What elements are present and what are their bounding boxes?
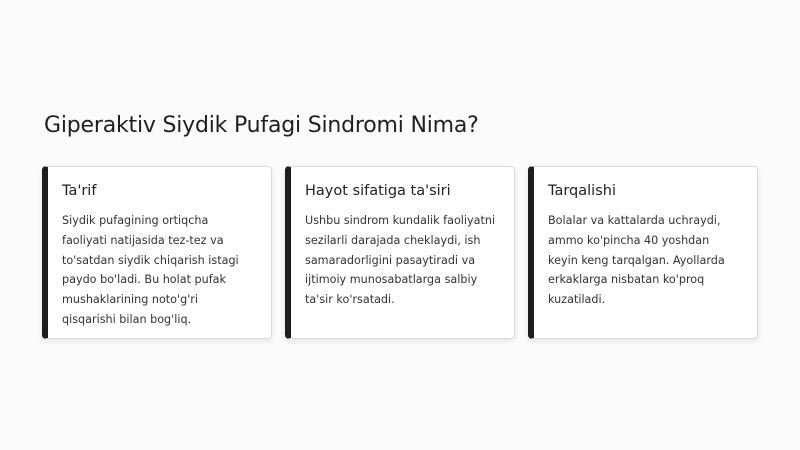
card-title: Hayot sifatiga ta'siri — [305, 183, 451, 199]
card-text-line: Siydik pufagining ortiqcha — [62, 214, 209, 227]
card-text-line: paydo bo'ladi. Bu holat pufak — [62, 273, 227, 287]
card-text-line: samaradorligini pasaytiradi va — [305, 253, 476, 267]
card-text-line: to'satdan siydik chiqarish istagi — [62, 253, 239, 267]
card-text-line: ammo ko'pincha 40 yoshdan — [548, 233, 710, 247]
card-text — [548, 211, 745, 310]
card-text-line: sezilarli darajada cheklaydi, ish — [305, 233, 481, 247]
card-text-line: mushaklarining noto'g'ri — [62, 293, 198, 307]
card-text-line: erkaklarga nisbatan ko'proq — [548, 273, 705, 287]
card-text-line: ijtimoiy munosabatlarga salbiy — [305, 273, 478, 287]
card-text-line: Ushbu sindrom kundalik faoliyatni — [305, 214, 496, 227]
card-hayot-sifatiga-tasiri — [285, 166, 515, 339]
card-tarqalishi — [528, 166, 758, 339]
card-text — [62, 211, 259, 330]
card-text-line: Bolalar va kattalarda uchraydi, — [548, 214, 721, 227]
card-text-line: faoliyati natijasida tez-tez va — [62, 233, 224, 247]
card-text-line: kuzatiladi. — [548, 293, 606, 307]
card-text-line: ta'sir ko'rsatadi. — [305, 293, 395, 307]
card-title: Tarqalishi — [548, 183, 616, 199]
card-tarif — [42, 166, 272, 339]
card-text — [305, 211, 502, 310]
card-text-line: keyin keng tarqalgan. Ayollarda — [548, 253, 725, 267]
card-title: Ta'rif — [62, 183, 97, 199]
card-text-line: qisqarishi bilan bog'liq. — [62, 312, 192, 326]
info-cards — [42, 166, 758, 339]
page-title: Giperaktiv Siydik Pufagi Sindromi Nima? — [44, 113, 479, 138]
